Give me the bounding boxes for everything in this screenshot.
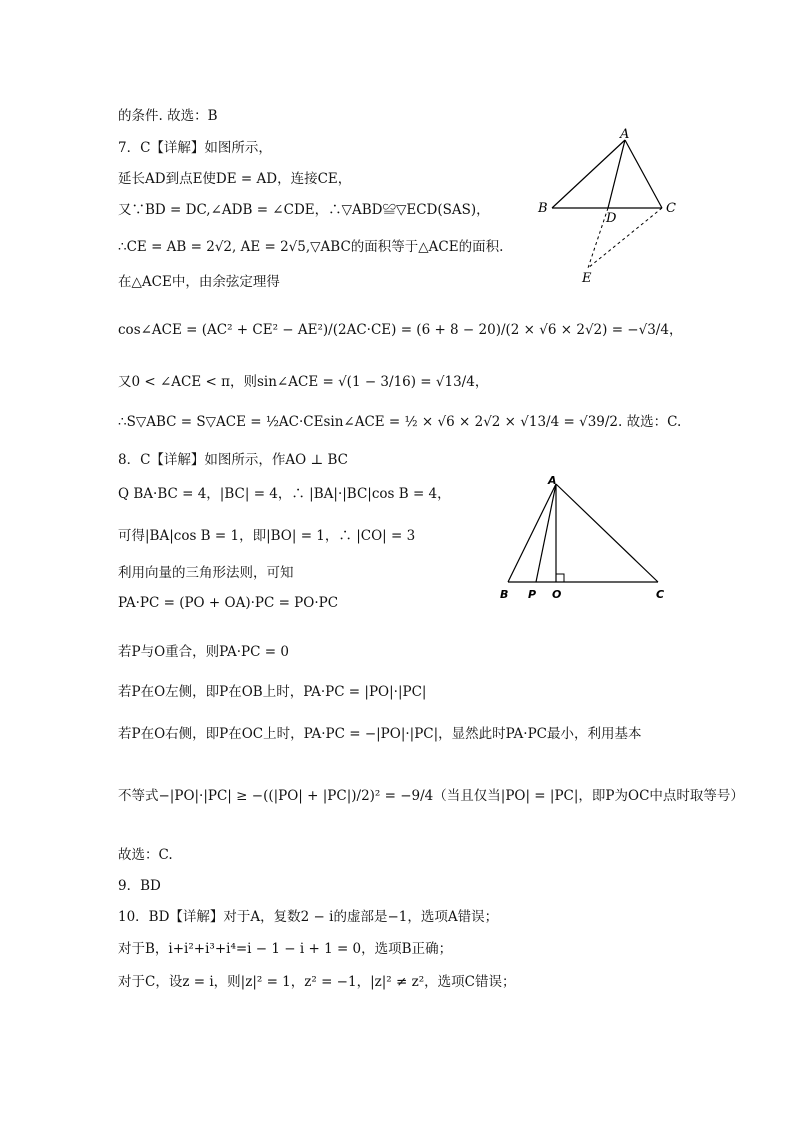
label-c-2: C — [656, 588, 665, 601]
segment-ac — [625, 140, 662, 208]
segment-ad — [608, 140, 625, 208]
text-line-7: cos∠ACE = (AC² + CE² − AE²)/(2AC·CE) = (6 + 8 − 20)/(2 × √6 × 2√2) = −√3/4， — [118, 322, 683, 338]
text-line-19: 故选：C. — [118, 847, 173, 863]
text-line-4: 又∵BD = DC,∠ADB = ∠CDE，∴▽ABD≌▽ECD(SAS)， — [118, 202, 490, 218]
text-line-1: 的条件. 故选：B — [118, 108, 218, 124]
right-angle-mark — [556, 574, 564, 582]
figure-triangle-altitude — [494, 472, 674, 611]
label-b: B — [538, 201, 548, 216]
text-line-11: Q BA·BC = 4，|BC| = 4，∴ |BA|·|BC|cos B = 4， — [118, 486, 451, 502]
segment-ap — [536, 484, 556, 582]
text-line-10: 8．C【详解】如图所示，作AO ⊥ BC — [118, 452, 349, 468]
text-line-3: 延长AD到点E使DE = AD，连接CE， — [118, 171, 352, 187]
text-line-20: 9．BD — [118, 878, 161, 894]
label-p: P — [528, 588, 537, 601]
label-a: A — [620, 128, 630, 142]
label-a-2: A — [548, 474, 557, 487]
text-line-8: 又0 < ∠ACE < π，则sin∠ACE = √(1 − 3/16) = √13/4， — [118, 374, 489, 390]
text-line-9: ∴S▽ABC = S▽ACE = ½AC·CEsin∠ACE = ½ × √6 × 2√2 × √13/4 = √39/2. 故选：C. — [118, 414, 682, 430]
text-line-6: 在△ACE中，由余弦定理得 — [118, 274, 280, 290]
text-line-21: 10．BD【详解】对于A，复数2 − i的虚部是−1，选项A错误； — [118, 909, 499, 925]
segment-ac-2 — [556, 484, 658, 582]
segment-ce — [588, 208, 662, 268]
text-line-15: 若P与O重合，则PA·PC = 0 — [118, 644, 289, 660]
figure-triangle-abc-e — [530, 128, 690, 292]
label-b-2: B — [500, 588, 509, 601]
text-line-17: 若P在O右侧，即P在OC上时，PA·PC = −|PO|·|PC|，显然此时PA·PC最小，利用基本 — [118, 726, 642, 742]
label-o: O — [552, 588, 562, 601]
text-line-22: 对于B，i+i²+i³+i⁴=i − 1 − i + 1 = 0，选项B正确； — [118, 941, 453, 957]
text-line-5: ∴CE = AB = 2√2, AE = 2√5,▽ABC的面积等于△ACE的面积. — [118, 239, 504, 255]
segment-ab-2 — [508, 484, 556, 582]
label-d: D — [606, 211, 617, 226]
label-c: C — [666, 201, 676, 216]
segment-ab — [552, 140, 625, 208]
text-line-13: 利用向量的三角形法则，可知 — [118, 565, 294, 581]
text-line-23: 对于C，设z = i，则|z|² = 1，z² = −1，|z|² ≠ z²，选项C错误； — [118, 974, 516, 990]
text-line-14: PA·PC = (PO + OA)·PC = PO·PC — [118, 595, 339, 611]
text-line-18: 不等式−|PO|·|PC| ≥ −((|PO| + |PC|)/2)² = −9/4（当且仅当|PO| = |PC|，即P为OC中点时取等号） — [118, 788, 744, 804]
text-line-2: 7．C【详解】如图所示， — [118, 140, 272, 156]
label-e: E — [582, 271, 592, 286]
text-line-12: 可得|BA|cos B = 1，即|BO| = 1，∴ |CO| = 3 — [118, 528, 416, 544]
text-line-16: 若P在O左侧，即P在OB上时，PA·PC = |PO|·|PC| — [118, 684, 427, 700]
segment-de — [588, 208, 608, 268]
